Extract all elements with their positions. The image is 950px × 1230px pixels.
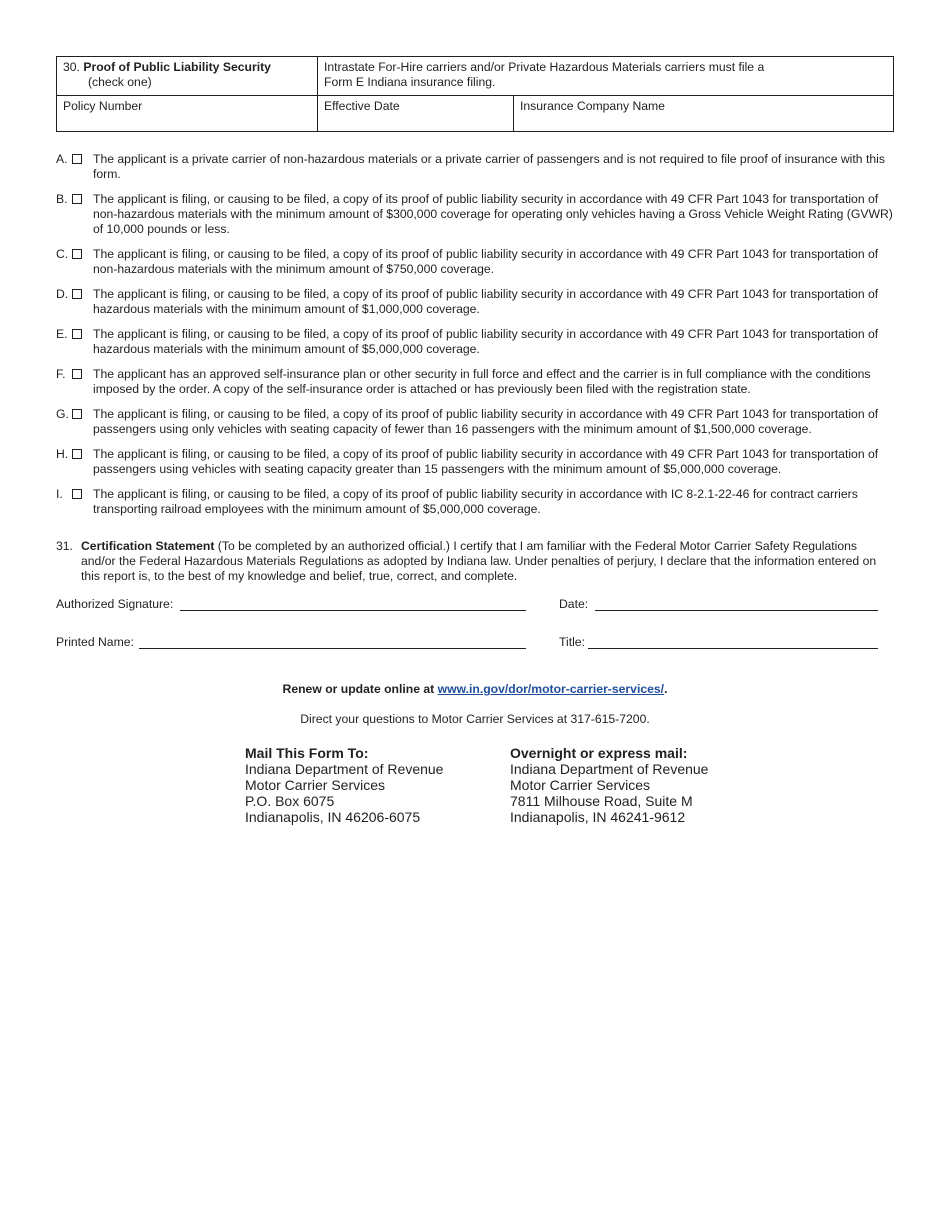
- mail-address: Mail This Form To: Indiana Department of Revenue Motor Carrier Services P.O. Box 6075 Indianapolis, IN 46206-6075: [245, 745, 444, 825]
- option-c-checkbox[interactable]: [72, 249, 82, 259]
- section-30-note: Intrastate For-Hire carriers and/or Private Hazardous Materials carriers must file a Form E Indiana insurance filing.: [324, 60, 765, 89]
- section-30-heading: [63, 60, 313, 90]
- option-e: E. The applicant is filing, or causing to be filed, a copy of its proof of public liability security in accordance with 49 CFR Part 1043 for transportation of hazardous materials with the minimum amount of $5,000,000 coverage.: [56, 327, 879, 356]
- option-i-checkbox[interactable]: [72, 489, 82, 499]
- option-g-checkbox[interactable]: [72, 409, 82, 419]
- certification-statement: 31. Certification Statement (To be completed by an authorized official.) I certify that I am familiar with the Federal Motor Carrier Safety Regulations and/or the Federal Hazardous Materials Regulations as adopted by Indiana law. Under penalties of perjury, I declare that the information entered on this report is, to the best of my knowledge and belief, true, correct, and complete.: [56, 539, 877, 583]
- option-f: F. The applicant has an approved self-insurance plan or other security in full force and effect and the carrier is in full compliance with the conditions imposed by the order. A copy of the self-insurance order is attached or has previously been filed with the registration state.: [56, 367, 871, 396]
- section-30-table: [56, 56, 894, 132]
- date-label: Date:: [559, 597, 589, 611]
- renew-online: Renew or update online at www.in.gov/dor/motor-carrier-services/.: [282, 682, 668, 696]
- form-page: [56, 56, 894, 584]
- option-h: H. The applicant is filing, or causing to be filed, a copy of its proof of public liability security in accordance with 49 CFR Part 1043 for transportation of passengers using vehicles with seating capacity greater than 15 passengers with the minimum amount of $5,000,000 coverage.: [56, 447, 879, 476]
- option-e-checkbox[interactable]: [72, 329, 82, 339]
- certification-title: Certification Statement: [81, 539, 215, 553]
- option-a-checkbox[interactable]: [72, 154, 82, 164]
- option-a: A. The applicant is a private carrier of non-hazardous materials or a private carrier of passengers and is not required to file proof of insurance with this form.: [56, 152, 885, 181]
- section-title: Proof of Public Liability Security: [83, 60, 271, 74]
- insurance-company-field[interactable]: Insurance Company Name: [520, 99, 665, 113]
- printed-name-label: Printed Name:: [56, 635, 134, 649]
- authorized-signature-label: Authorized Signature:: [56, 597, 174, 611]
- option-d: D. The applicant is filing, or causing to be filed, a copy of its proof of public liability security in accordance with 49 CFR Part 1043 for transportation of hazardous materials with the minimum amount of $1,000,000 coverage.: [56, 287, 879, 316]
- title-label: Title:: [559, 635, 585, 649]
- questions-contact: Direct your questions to Motor Carrier Services at 317-615-7200.: [300, 712, 650, 726]
- authorized-signature-line[interactable]: [180, 610, 526, 611]
- option-d-checkbox[interactable]: [72, 289, 82, 299]
- section-number: 30.: [63, 60, 80, 74]
- option-g: G. The applicant is filing, or causing to be filed, a copy of its proof of public liability security in accordance with 49 CFR Part 1043 for transportation of passengers using only vehicles with seating capacity of fewer than 16 passengers with the minimum amount of $1,500,000 coverage.: [56, 407, 879, 436]
- option-h-checkbox[interactable]: [72, 449, 82, 459]
- printed-name-line[interactable]: [139, 648, 526, 649]
- overnight-address: Overnight or express mail: Indiana Department of Revenue Motor Carrier Services 7811 Milhouse Road, Suite M Indianapolis, IN 46241-9612: [510, 745, 709, 825]
- option-b-checkbox[interactable]: [72, 194, 82, 204]
- option-c: C. The applicant is filing, or causing to be filed, a copy of its proof of public liability security in accordance with 49 CFR Part 1043 for transportation of non-hazardous materials with the minimum amount of $750,000 coverage.: [56, 247, 879, 276]
- motor-carrier-link[interactable]: www.in.gov/dor/motor-carrier-services/: [437, 682, 665, 696]
- option-b: B. The applicant is filing, or causing to be filed, a copy of its proof of public liability security in accordance with 49 CFR Part 1043 for transportation of non-hazardous materials with the minimum amount of $300,000 coverage for operating only vehicles having a Gross Vehicle Weight Rating (GVWR) of 10,000 pounds or less.: [56, 192, 893, 236]
- policy-number-field[interactable]: Policy Number: [63, 99, 143, 113]
- section-subtitle: (check one): [88, 75, 152, 89]
- date-line[interactable]: [595, 610, 878, 611]
- title-line[interactable]: [588, 648, 878, 649]
- option-i: I. The applicant is filing, or causing to be filed, a copy of its proof of public liability security in accordance with IC 8-2.1-22-46 for contract carriers transporting railroad employees with the minimum amount of $5,000,000 coverage.: [56, 487, 858, 516]
- effective-date-field[interactable]: Effective Date: [324, 99, 400, 113]
- option-f-checkbox[interactable]: [72, 369, 82, 379]
- insurance-options: [56, 152, 894, 517]
